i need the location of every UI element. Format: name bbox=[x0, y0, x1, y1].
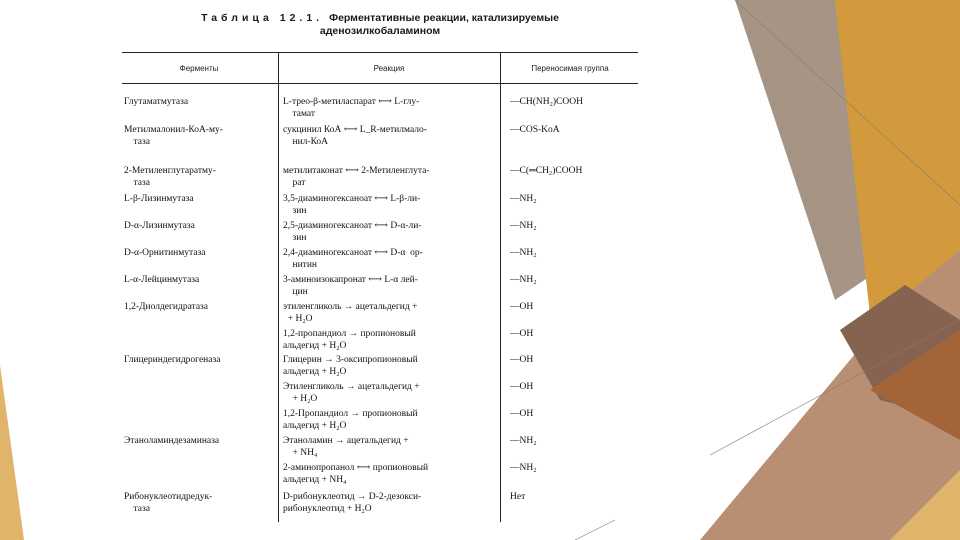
left-gold-strip bbox=[0, 365, 24, 540]
caption-prefix: Таблица 12.1. bbox=[201, 12, 324, 24]
table-scan bbox=[120, 0, 640, 540]
group-cell: —OH bbox=[510, 382, 534, 392]
caption-line2: аденозилкобаламином bbox=[319, 25, 441, 37]
group-cell: —NH₂ bbox=[510, 194, 537, 204]
group-cell: —NH₂ bbox=[510, 275, 537, 285]
table-caption bbox=[120, 12, 640, 38]
reaction-cell: этиленгликоль → ацетальдегид + + H₂O bbox=[283, 302, 418, 324]
reaction-cell: 3,5-диаминогексаноат ⟷ L-β-ли- зин bbox=[283, 194, 421, 216]
header-group: Переносимая группа bbox=[531, 64, 609, 73]
group-cell: —NH₂ bbox=[510, 221, 537, 231]
top-rule bbox=[122, 52, 638, 53]
header-rule bbox=[122, 83, 638, 84]
enzyme-cell: L-α-Лейцинмутаза bbox=[124, 275, 200, 285]
reaction-cell: Этиленгликоль → ацетальдегид + + H₂O bbox=[283, 382, 420, 404]
group-cell: —OH bbox=[510, 409, 534, 419]
enzyme-cell: D-α-Орнитинмутаза bbox=[124, 248, 206, 258]
reaction-cell: L-трео-β-метиласпарат ⟷ L-глу- тамат bbox=[283, 97, 420, 119]
column-divider-1 bbox=[278, 52, 279, 522]
enzyme-cell: Метилмалонил-КоА-му- таза bbox=[124, 125, 223, 147]
group-cell: —OH bbox=[510, 329, 534, 339]
reaction-cell: 2-аминопропанол ⟷ пропионовый альдегид + NH₄ bbox=[283, 463, 429, 485]
enzyme-cell: Этаноламиндезаминаза bbox=[124, 436, 220, 446]
group-cell: —COS-KoA bbox=[510, 125, 560, 135]
enzyme-cell: 2-Метиленглутаратму- таза bbox=[124, 166, 216, 188]
group-cell: —NH₂ bbox=[510, 463, 537, 473]
reaction-cell: D-рибонуклеотид → D-2-дезокси- рибонуклеотид + H₂O bbox=[283, 492, 422, 514]
enzyme-cell: 1,2-Диолдегидратаза bbox=[124, 302, 209, 312]
reaction-cell: 3-аминоизокапронат ⟷ L-α лей- цин bbox=[283, 275, 418, 297]
reaction-cell: метилитаконат ⟷ 2-Метиленглута- рат bbox=[283, 166, 430, 188]
enzyme-cell: D-α-Лизинмутаза bbox=[124, 221, 195, 231]
reaction-cell: Этаноламин → ацетальдегид + + NH₄ bbox=[283, 436, 409, 458]
group-cell: —NH₂ bbox=[510, 436, 537, 446]
group-cell: —CH(NH₂)COOH bbox=[510, 97, 583, 107]
reaction-cell: 2,4-диаминогексаноат ⟷ D-α ор- нитин bbox=[283, 248, 423, 270]
reaction-cell: 1,2-пропандиол → пропионовый альдегид + H₂O bbox=[283, 329, 416, 351]
group-cell: Нет bbox=[510, 492, 526, 502]
reaction-cell: Глицерин → 3-оксипропионовый альдегид + H₂O bbox=[283, 355, 418, 377]
group-cell: —OH bbox=[510, 302, 534, 312]
header-enzymes: Ферменты bbox=[179, 64, 219, 73]
reaction-cell: сукцинил КоА ⟷ L_R-метилмало- нил-КоА bbox=[283, 125, 427, 147]
reaction-cell: 2,5-диаминогексаноат ⟷ D-α-ли- зин bbox=[283, 221, 422, 243]
reaction-cell: 1,2-Пропандиол → пропионовый альдегид + H₂O bbox=[283, 409, 418, 431]
group-cell: —NH₂ bbox=[510, 248, 537, 258]
caption-line1: Ферментативные реакции, катализируемые bbox=[329, 12, 559, 24]
enzyme-cell: L-β-Лизинмутаза bbox=[124, 194, 194, 204]
enzyme-cell: Глутаматмутаза bbox=[124, 97, 189, 107]
group-cell: —OH bbox=[510, 355, 534, 365]
enzyme-cell: Рибонуклеотидредук- таза bbox=[124, 492, 213, 514]
group-cell: —C(═CH₂)COOH bbox=[510, 166, 583, 176]
enzyme-cell: Глицериндегидрогеназа bbox=[124, 355, 221, 365]
header-reaction: Реакция bbox=[373, 64, 405, 73]
